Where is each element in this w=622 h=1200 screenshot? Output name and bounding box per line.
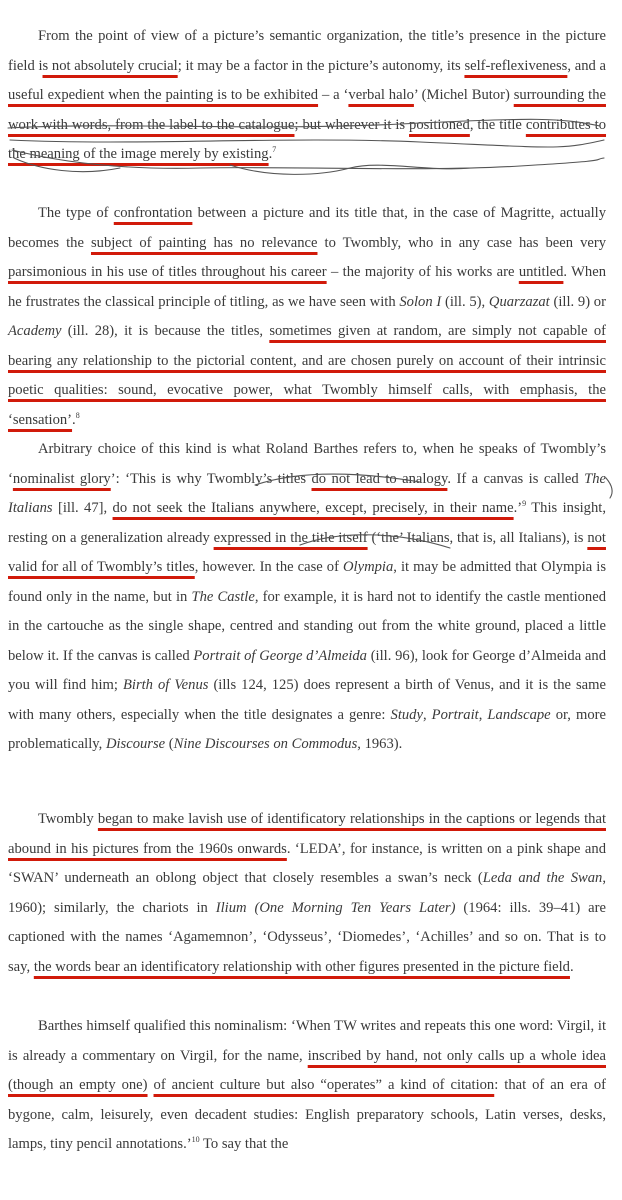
text-run: (ill. 28), it is because the titles, — [61, 323, 270, 339]
text-run: . If a canvas is called — [447, 470, 585, 487]
highlighted-phrase: (though an empty one) — [8, 1077, 148, 1093]
text-run: ; but wherever it is — [294, 116, 410, 133]
italic-title: Leda and the Swan — [482, 870, 603, 886]
text-run: . ‘LEDA’, for instance, is written on a pink shape and ‘SWAN’ underneath an oblong object that closely resembles a swan’s neck ( — [8, 840, 606, 886]
paragraph-1 — [8, 22, 606, 170]
italic-title: Birth of Venus — [122, 677, 209, 693]
italic-title: Portrait — [431, 706, 479, 723]
text-run: , 1960); similarly, the chariots in — [8, 870, 607, 916]
highlighted-phrase: inscribed by hand, not only calls up a whole idea — [307, 1047, 606, 1064]
italic-title: Landscape — [487, 706, 551, 723]
italic-title: Quarzazat — [488, 293, 550, 310]
text-run: (‘the’ Italians, that is, all Italians), is — [367, 529, 588, 546]
text-run: [ill. 47], — [52, 500, 113, 516]
text-run: , the title — [469, 116, 526, 133]
text-run: (ill. 9) or — [549, 293, 606, 310]
footnote-ref: 7 — [272, 145, 277, 154]
text-run: .’ — [513, 500, 523, 516]
highlighted-phrase: parsimonious in his use of titles throughout his career — [8, 264, 327, 280]
text-run: Twombly — [38, 811, 98, 827]
pen-tick-1 — [606, 478, 612, 498]
text-run: ; it may be a factor in the picture’s autonomy, its — [177, 57, 465, 74]
text-run: : that of an era of bygone, calm, leisurely, even decadent studies: English preparatory schools, Latin verses, desks, lamps, tiny pencil annotations.’ — [8, 1077, 606, 1152]
paragraph-5 — [8, 1012, 606, 1160]
highlighted-phrase: do not seek the Italians anywhere, except, precisely, in their name — [112, 500, 514, 516]
highlighted-phrase: subject of painting has no relevance — [90, 234, 318, 251]
italic-title: Solon I — [399, 293, 442, 310]
text-run: . — [569, 958, 574, 975]
italic-title: The Italians — [8, 470, 606, 516]
text-run: . When he frustrates the classical principle of titling, as we have seen with — [8, 264, 607, 310]
text-run: between a picture and its title that, in the case of Magritte, actually becomes the — [8, 205, 607, 251]
text-run: (ills 124, 125) does represent a birth of Venus, and it is the same with many others, especially when the title designates a genre: — [8, 677, 606, 723]
text-run: or, more problematically, — [8, 706, 607, 752]
italic-title: The Castle — [191, 588, 255, 605]
text-run: , — [478, 706, 488, 723]
text-run: . — [268, 146, 273, 162]
italic-title: Academy — [8, 323, 62, 339]
text-run: The type of — [38, 205, 114, 221]
italic-title: Discourse — [105, 736, 166, 752]
text-run: (ill. 96), look for George d’Almeida and you will find him; — [8, 647, 606, 693]
text-run: – the majority of his works are — [326, 264, 519, 280]
text-run: This insight, resting on a generalization already — [8, 500, 606, 546]
text-run: Arbitrary choice of this kind is what Roland Barthes refers to, when he speaks of Twombly’s ‘ — [8, 441, 606, 487]
highlighted-phrase: self-reflexiveness — [464, 57, 568, 74]
highlighted-phrase: began to make lavish use of identificatory relationships in the captions or legends that abound in his pictures from the 1960s onwards — [8, 811, 606, 857]
highlighted-phrase: not valid for all of Twombly’s titles — [8, 529, 606, 575]
highlighted-phrase: s not absolutely crucial — [42, 57, 178, 74]
text-run: ( — [165, 736, 174, 752]
text-run: , it may be admitted that Olympia is found only in the name, but in — [8, 559, 607, 605]
highlighted-phrase: positioned — [409, 116, 470, 133]
highlighted-phrase: surrounding the work with words, from the label to the catalogue — [8, 87, 606, 133]
paragraph-4 — [8, 805, 606, 982]
text-run: . — [72, 411, 76, 428]
text-run: , for example, it is hard not to identify the castle mentioned in the cartouche as the single shape, centred and standing out from the white ground, placed a little below it. If the canvas is called — [8, 588, 607, 664]
highlighted-phrase: confrontation — [113, 205, 193, 221]
italic-title: Nine Discourses on Commodus — [173, 736, 358, 752]
highlighted-phrase: expressed in the title itself — [213, 529, 368, 546]
italic-title: Portrait of George d’Almeida — [193, 647, 367, 664]
paragraph-3 — [8, 435, 606, 760]
text-run: – a ‘ — [318, 87, 349, 103]
highlighted-phrase: useful expedient when the painting is to be exhibited — [8, 87, 319, 103]
highlighted-phrase: verbal halo — [348, 87, 414, 103]
highlighted-phrase: do not lead to analogy — [311, 470, 448, 487]
text-run: to Twombly, who in any case has been very — [317, 234, 606, 251]
highlighted-phrase: untitled — [518, 264, 564, 280]
text-run: (ill. 5), — [441, 293, 489, 310]
text-run: , however. In the case of — [194, 559, 344, 575]
italic-title: Study — [390, 706, 423, 723]
text-run: To say that the — [199, 1136, 289, 1152]
highlighted-phrase: of ancient culture but also “operates” a kind of citation — [153, 1077, 495, 1093]
footnote-ref: 10 — [191, 1135, 200, 1144]
text-run: , 1963). — [357, 736, 403, 752]
text-run: From the point of view of a picture’s semantic organization, the title’s presence in the picture field i — [8, 28, 606, 74]
highlighted-phrase: sometimes given at random, are simply not capable of bearing any relationship to the pictorial content, and are chosen purely on account of their intrinsic poetic qualities: sound, evocative power, what Twombly himself calls, with emphasis, the ‘sensation’ — [8, 323, 606, 428]
highlighted-phrase: contributes to the meaning of the image merely by existing — [8, 116, 607, 162]
text-run: (1964: ills. 39–41) are captioned with the names ‘Agamemnon’, ‘Odysseus’, ‘Diomedes’, ‘Achilles’ and so on. That is to say, — [8, 899, 606, 975]
text-run: , and a — [567, 57, 606, 74]
text-run: Barthes himself qualified this nominalism: ‘When TW writes and repeats this one word: Virgil, it is already a commentary on Virgil, for the name, — [8, 1018, 606, 1064]
text-run: ’: ‘This is why Twombly’s titles — [110, 470, 312, 487]
highlighted-phrase: nominalist glory — [12, 470, 111, 487]
italic-title: Olympia — [343, 559, 394, 575]
text-run: , — [422, 706, 432, 723]
text-run: ’ (Michel Butor) — [413, 87, 514, 103]
paragraph-2 — [8, 199, 606, 435]
footnote-ref: 8 — [75, 410, 80, 420]
highlighted-phrase: the words bear an identificatory relationship with other figures presented in the picture field — [33, 958, 570, 975]
italic-title: Ilium (One Morning Ten Years Later) — [215, 899, 456, 916]
footnote-ref: 9 — [522, 499, 527, 508]
